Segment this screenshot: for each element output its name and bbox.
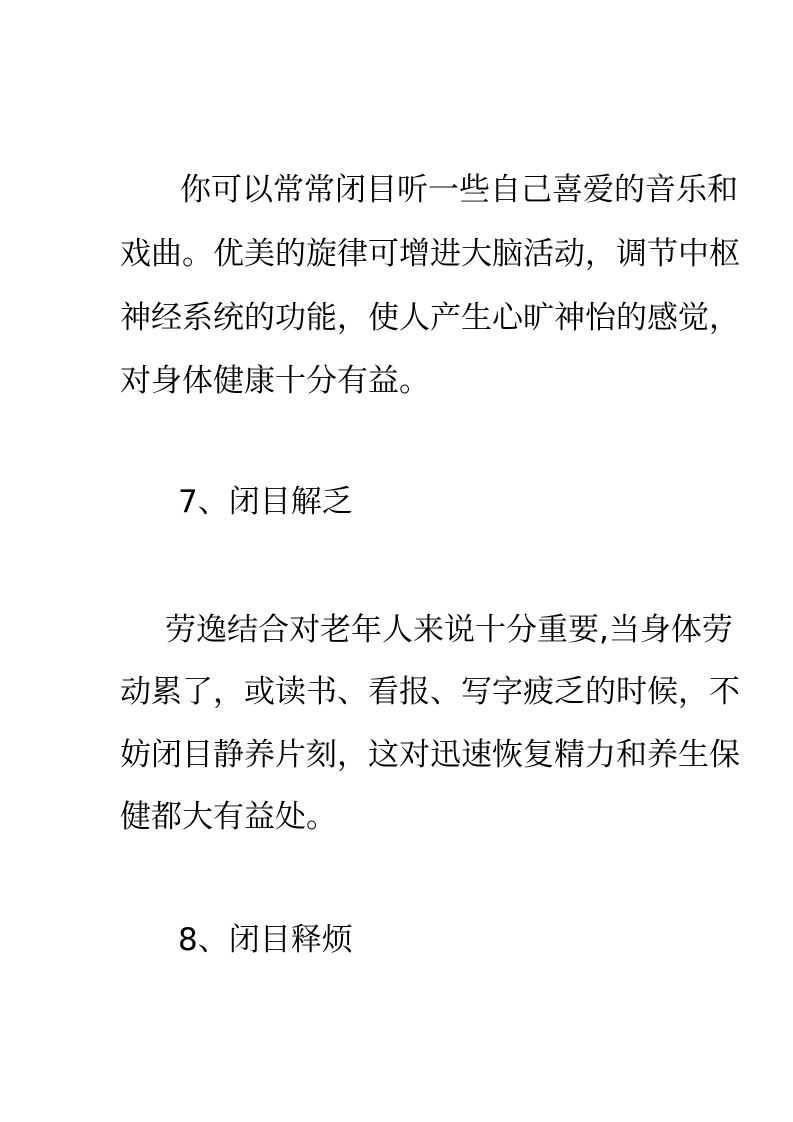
paragraph-line: 戏曲。优美的旋律可增进大脑活动，调节中枢 bbox=[120, 236, 740, 272]
paragraph-line: 动累了，或读书、看报、写字疲乏的时候，不 bbox=[120, 674, 740, 710]
paragraph-line: 神经系统的功能，使人产生心旷神怡的感觉， bbox=[120, 300, 740, 336]
section-heading: 7、闭目解乏 bbox=[178, 484, 353, 520]
section-heading: 8、闭目释烦 bbox=[178, 922, 353, 958]
paragraph-line: 妨闭目静养片刻，这对迅速恢复精力和养生保 bbox=[120, 737, 740, 773]
paragraph-line: 对身体健康十分有益。 bbox=[120, 363, 430, 399]
paragraph-line: 你可以常常闭目听一些自己喜爱的音乐和 bbox=[180, 172, 738, 208]
paragraph-line: 劳逸结合对老年人来说十分重要,当身体劳 bbox=[165, 612, 733, 648]
paragraph-line: 健都大有益处。 bbox=[120, 799, 337, 835]
